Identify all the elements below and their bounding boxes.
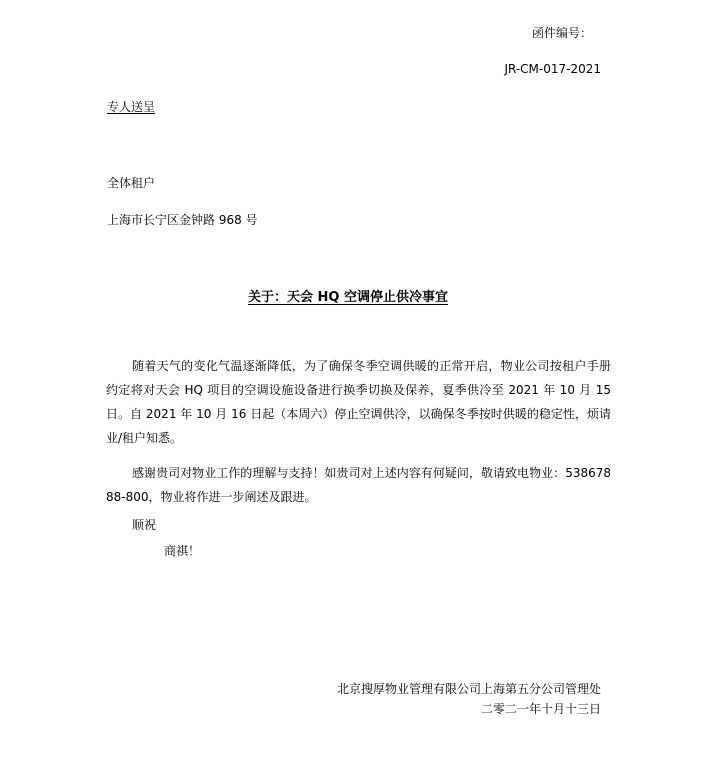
closing-wish: 顺祝 [132,518,157,532]
recipient-name: 全体租户 [107,176,156,190]
closing-regards: 商祺！ [164,544,201,558]
body-paragraph-2: 感谢贵司对物业工作的理解与支持！如贵司对上述内容有何疑问，敬请致电物业：53867888-800，物业将作进一步阐述及跟进。 [106,466,611,504]
subject-title: 关于：天会 HQ 空调停止供冷事宜 [248,290,448,305]
signature-company: 北京搜厚物业管理有限公司上海第五分公司管理处 [336,682,601,696]
delivery-note: 专人送呈 [107,100,156,114]
letter-number-label: 函件编号： [531,26,592,40]
signature-date: 二零二一年十月十三日 [480,702,601,716]
letter-number-value: JR-CM-017-2021 [504,62,601,76]
recipient-address: 上海市长宁区金钟路 968 号 [107,213,258,227]
body-paragraph-1: 随着天气的变化气温逐渐降低，为了确保冬季空调供暖的正常开启，物业公司按租户手册约定将对天会 HQ 项目的空调设施设备进行换季切换及保养，夏季供冷至 2021 年 10 月 15 日。自 2021 年 10 月 16 日起（本周六）停止空调供冷，以确保冬季按时供暖的稳定性，烦请业/租户知悉。 [106,359,611,445]
